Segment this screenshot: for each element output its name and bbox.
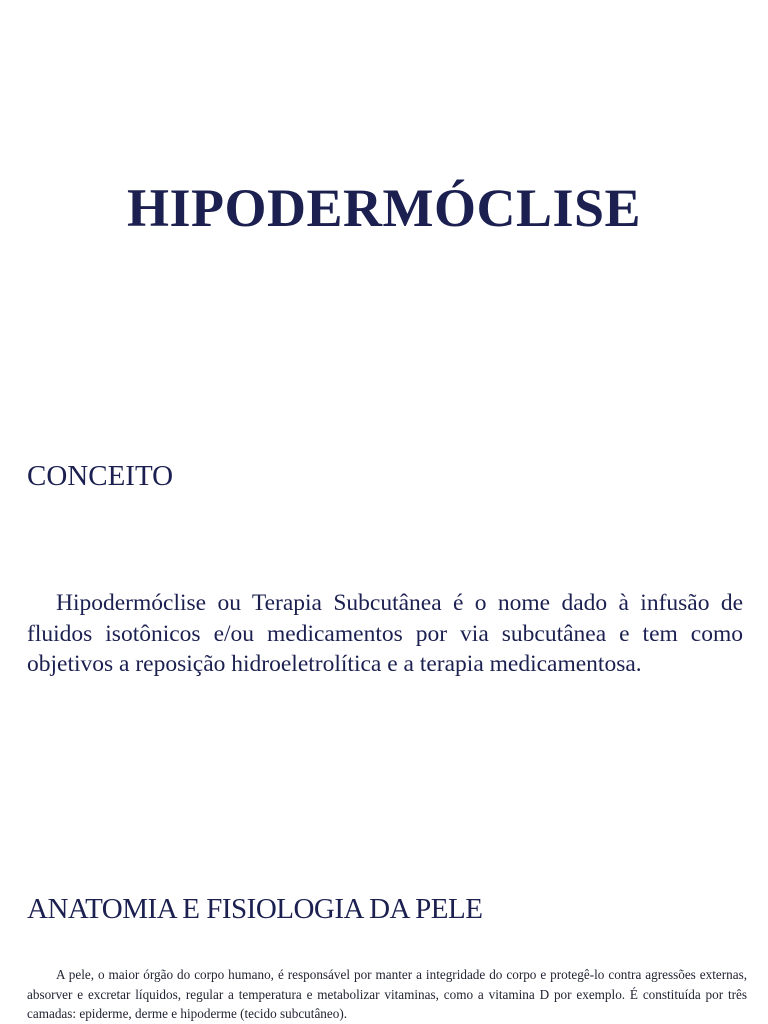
section-body-conceito: Hipodermóclise ou Terapia Subcutânea é o nome dado à infusão de fluidos isotônicos e/ou medicamentos por via subcutânea e tem como objetivos a reposição hidroeletrolítica e a terapia medicamentosa. [27,590,743,677]
section-heading-anatomia: ANATOMIA E FISIOLOGIA DA PELE [27,893,483,925]
section-heading-conceito: CONCEITO [27,460,174,492]
page-title: HIPODERMÓCLISE [126,178,642,238]
section-body-anatomia: A pele, o maior órgão do corpo humano, é responsável por manter a integridade do corpo e protegê-lo contra agressões externas, absorver e excretar líquidos, regular a temperatura e metabolizar vitaminas, como a vitamina D por exemplo. É constituída por três camadas: epiderme, derme e hipoderme (tecido subcutâneo). [27,967,747,1021]
